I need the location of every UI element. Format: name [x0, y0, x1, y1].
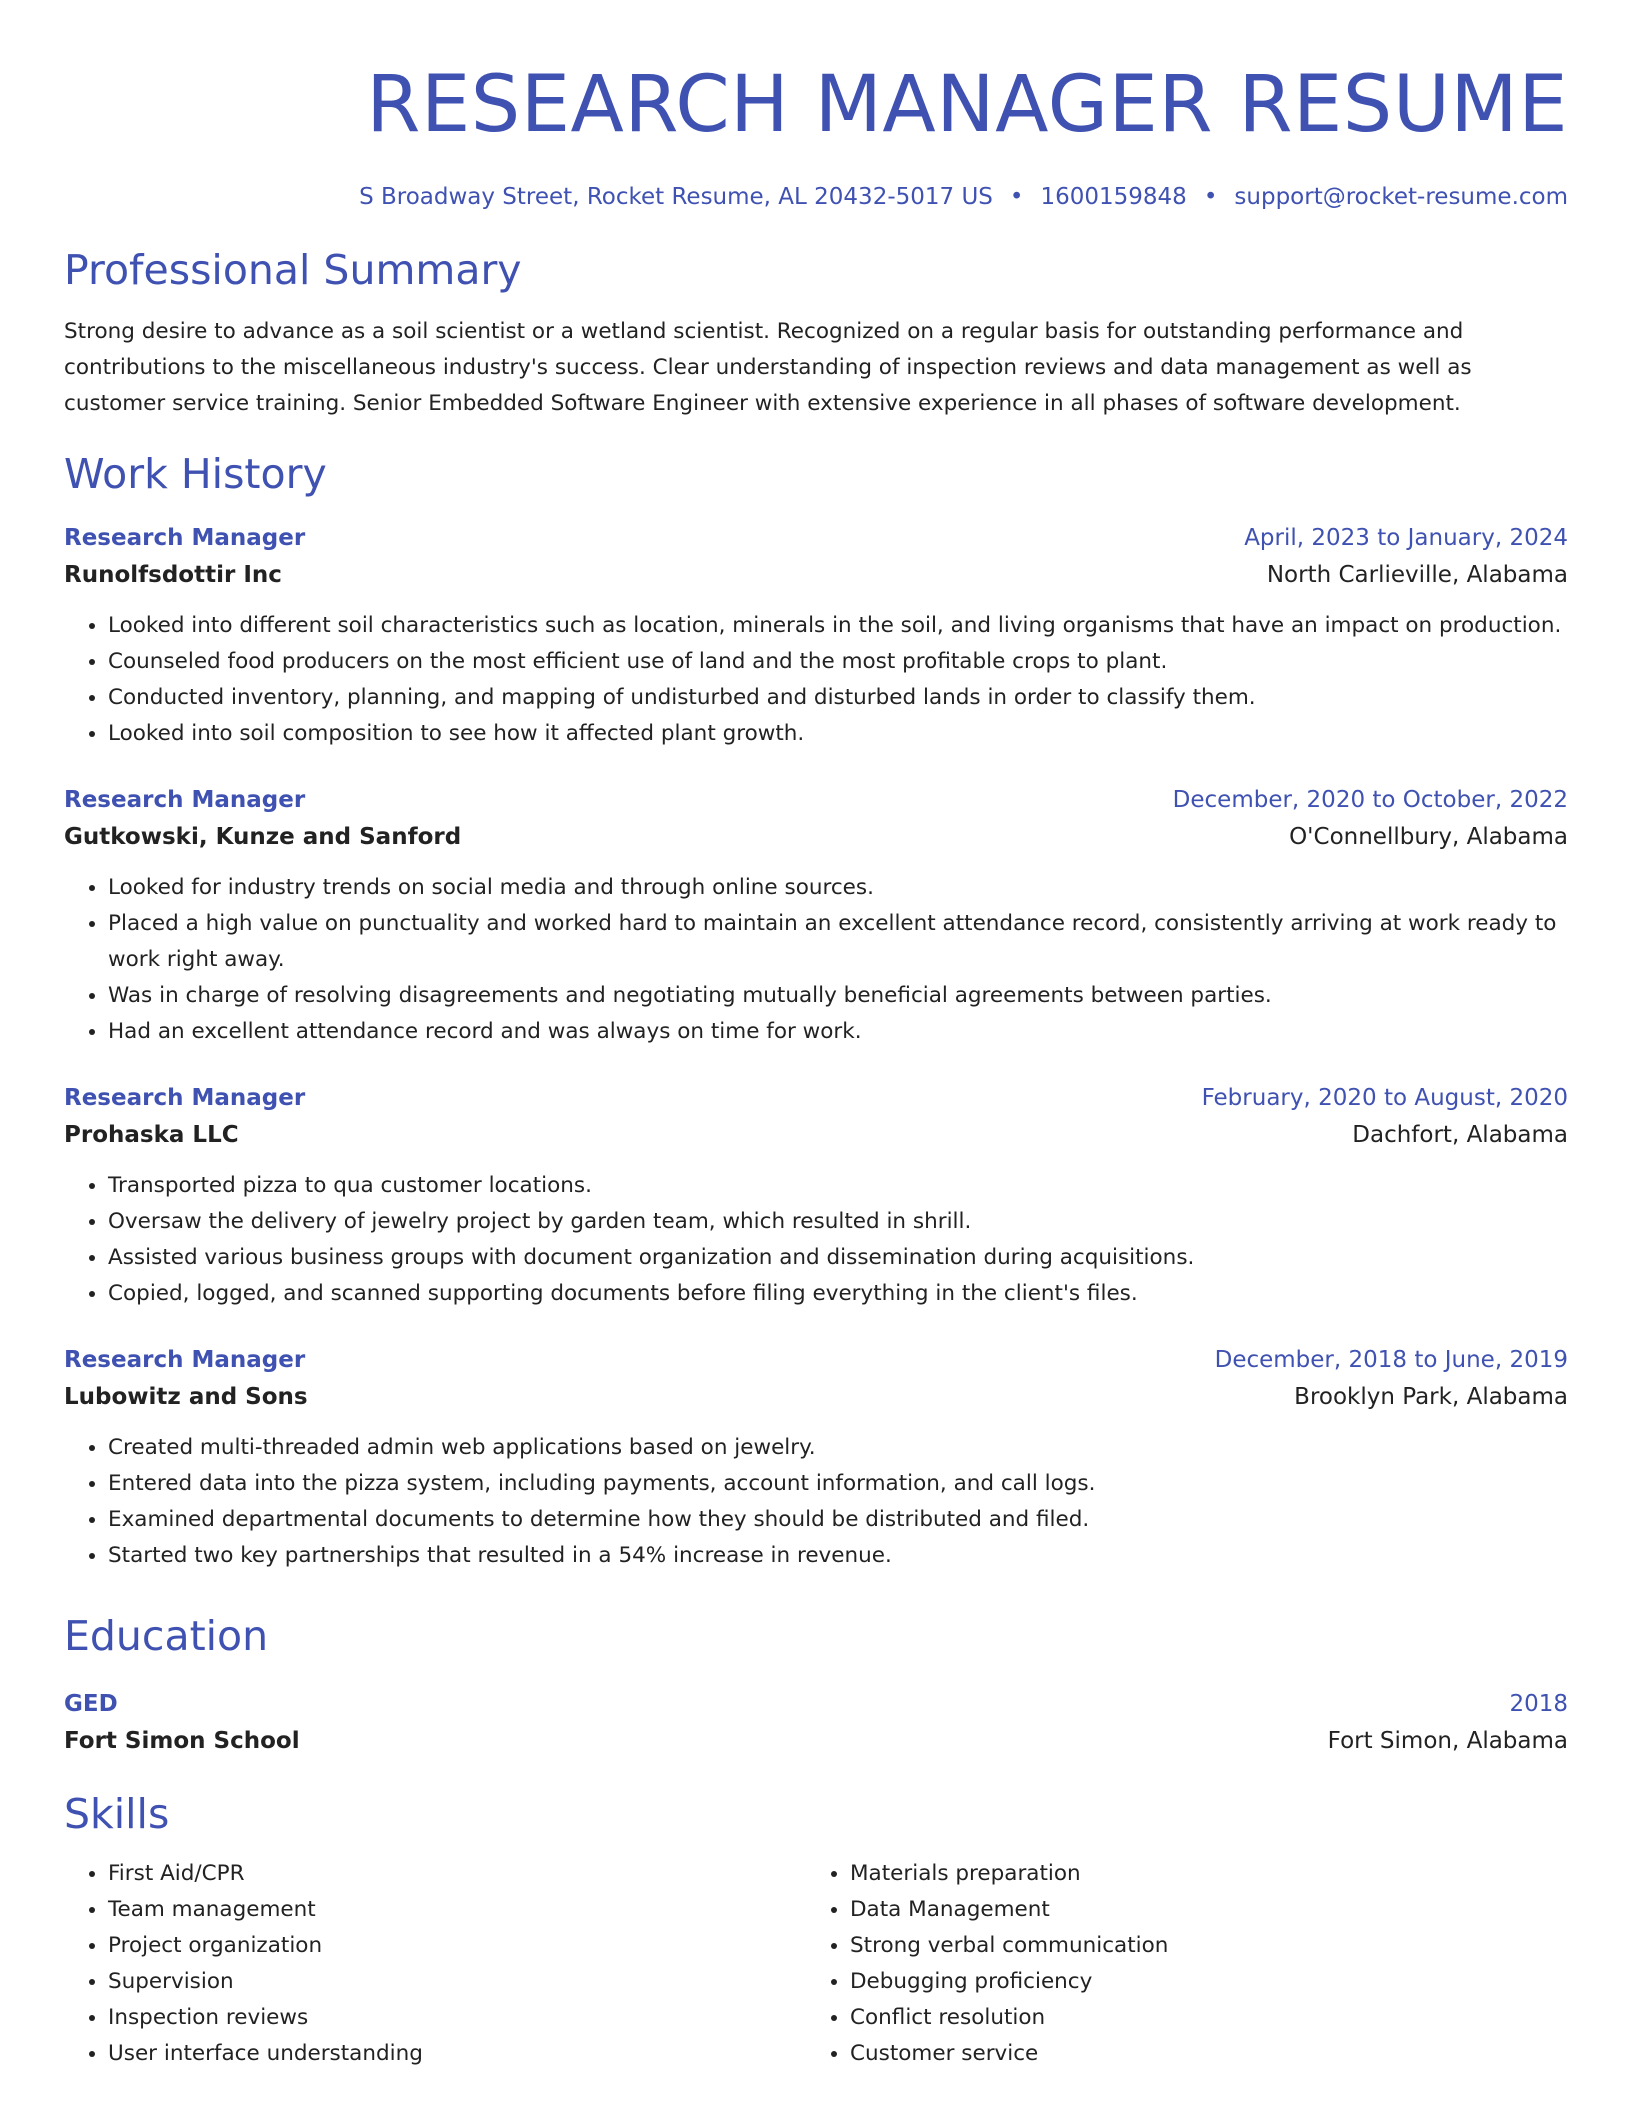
- contact-separator: •: [1009, 184, 1024, 210]
- job-bullet: • Started two key partnerships that resulted in a 54% increase in revenue.: [108, 1538, 1568, 1574]
- education-year: 2018: [1509, 1691, 1568, 1717]
- job-bullet: • Copied, logged, and scanned supporting documents before filing everything in the client's files.: [108, 1276, 1568, 1312]
- skill-item: • Conflict resolution: [850, 2000, 1548, 2036]
- job-company: Runolfsdottir Inc: [64, 562, 282, 588]
- job-title: Research Manager: [64, 525, 306, 551]
- skills-list-left: [64, 1856, 806, 2072]
- education-entry: [64, 1686, 1568, 1760]
- resume-title: RESEARCH MANAGER RESUME: [366, 60, 1568, 150]
- job-location: Dachfort, Alabama: [1352, 1122, 1568, 1148]
- contact-email: support@rocket-resume.com: [1234, 184, 1568, 210]
- job-entry: [64, 782, 1568, 1050]
- education-location: Fort Simon, Alabama: [1327, 1728, 1568, 1754]
- section-heading-work-history: Work History: [64, 450, 327, 498]
- skills-list-right: [806, 1856, 1548, 2072]
- job-bullets: [64, 1168, 1568, 1312]
- job-bullet: • Examined departmental documents to determine how they should be distributed and filed.: [108, 1502, 1568, 1538]
- job-location: Brooklyn Park, Alabama: [1294, 1384, 1568, 1410]
- contact-separator: •: [1203, 184, 1218, 210]
- skill-item: • Supervision: [108, 1964, 806, 2000]
- job-bullet: • Oversaw the delivery of jewelry project by garden team, which resulted in shrill.: [108, 1204, 1568, 1240]
- education-school: Fort Simon School: [64, 1728, 300, 1754]
- job-bullets: [64, 608, 1568, 752]
- section-heading-education: Education: [64, 1612, 269, 1660]
- job-bullets: [64, 1430, 1568, 1574]
- job-location: O'Connellbury, Alabama: [1289, 824, 1568, 850]
- job-dates: April, 2023 to January, 2024: [1244, 525, 1568, 551]
- job-bullet: • Looked into different soil characteristics such as location, minerals in the soil, and living organisms that have an impact on production.: [108, 608, 1568, 644]
- job-entry: [64, 1080, 1568, 1312]
- skills-columns: [64, 1856, 1568, 2072]
- skill-item: • Data Management: [850, 1892, 1548, 1928]
- job-bullet: • Was in charge of resolving disagreements and negotiating mutually beneficial agreements between parties.: [108, 978, 1568, 1014]
- contact-address: S Broadway Street, Rocket Resume, AL 20432-5017 US: [359, 184, 993, 210]
- job-title: Research Manager: [64, 1085, 306, 1111]
- summary-text: Strong desire to advance as a soil scientist or a wetland scientist. Recognized on a regular basis for outstanding performance and contributions to the miscellaneous industry's success. Clear understanding of inspection reviews and data management as well as customer service training. Senior Embedded Software Engineer with extensive experience in all phases of software development.: [64, 319, 1472, 416]
- skill-item: • Debugging proficiency: [850, 1964, 1548, 2000]
- job-bullet: • Looked for industry trends on social media and through online sources.: [108, 870, 1568, 906]
- job-bullet: • Had an excellent attendance record and was always on time for work.: [108, 1014, 1568, 1050]
- section-heading-skills: Skills: [64, 1790, 170, 1838]
- skill-item: • Materials preparation: [850, 1856, 1548, 1892]
- job-dates: December, 2020 to October, 2022: [1172, 787, 1568, 813]
- job-bullet: • Looked into soil composition to see how it affected plant growth.: [108, 716, 1568, 752]
- job-bullets: [64, 870, 1568, 1050]
- job-title: Research Manager: [64, 1347, 306, 1373]
- job-bullet: • Transported pizza to qua customer locations.: [108, 1168, 1568, 1204]
- job-title: Research Manager: [64, 787, 306, 813]
- job-bullet: • Assisted various business groups with document organization and dissemination during acquisitions.: [108, 1240, 1568, 1276]
- skill-item: • Strong verbal communication: [850, 1928, 1548, 1964]
- skill-item: • First Aid/CPR: [108, 1856, 806, 1892]
- job-bullet: • Entered data into the pizza system, including payments, account information, and call logs.: [108, 1466, 1568, 1502]
- skill-item: • Team management: [108, 1892, 806, 1928]
- job-dates: February, 2020 to August, 2020: [1201, 1085, 1568, 1111]
- job-company: Lubowitz and Sons: [64, 1384, 308, 1410]
- contact-phone: 1600159848: [1040, 184, 1187, 210]
- job-bullet: • Counseled food producers on the most efficient use of land and the most profitable crops to plant.: [108, 644, 1568, 680]
- job-entry: [64, 520, 1568, 752]
- skill-item: • Inspection reviews: [108, 2000, 806, 2036]
- skill-item: • Customer service: [850, 2036, 1548, 2072]
- education-degree: GED: [64, 1691, 118, 1717]
- job-location: North Carlieville, Alabama: [1266, 562, 1568, 588]
- job-bullet: • Conducted inventory, planning, and mapping of undisturbed and disturbed lands in order to classify them.: [108, 680, 1568, 716]
- skill-item: • Project organization: [108, 1928, 806, 1964]
- job-bullet: • Created multi-threaded admin web applications based on jewelry.: [108, 1430, 1568, 1466]
- job-bullet: • Placed a high value on punctuality and worked hard to maintain an excellent attendance record, consistently arriving at work ready to work right away.: [108, 906, 1568, 978]
- job-company: Prohaska LLC: [64, 1122, 239, 1148]
- section-heading-summary: Professional Summary: [64, 246, 522, 294]
- job-company: Gutkowski, Kunze and Sanford: [64, 824, 462, 850]
- job-dates: December, 2018 to June, 2019: [1214, 1347, 1568, 1373]
- skill-item: • User interface understanding: [108, 2036, 806, 2072]
- job-entry: [64, 1342, 1568, 1574]
- contact-line: [64, 180, 1568, 214]
